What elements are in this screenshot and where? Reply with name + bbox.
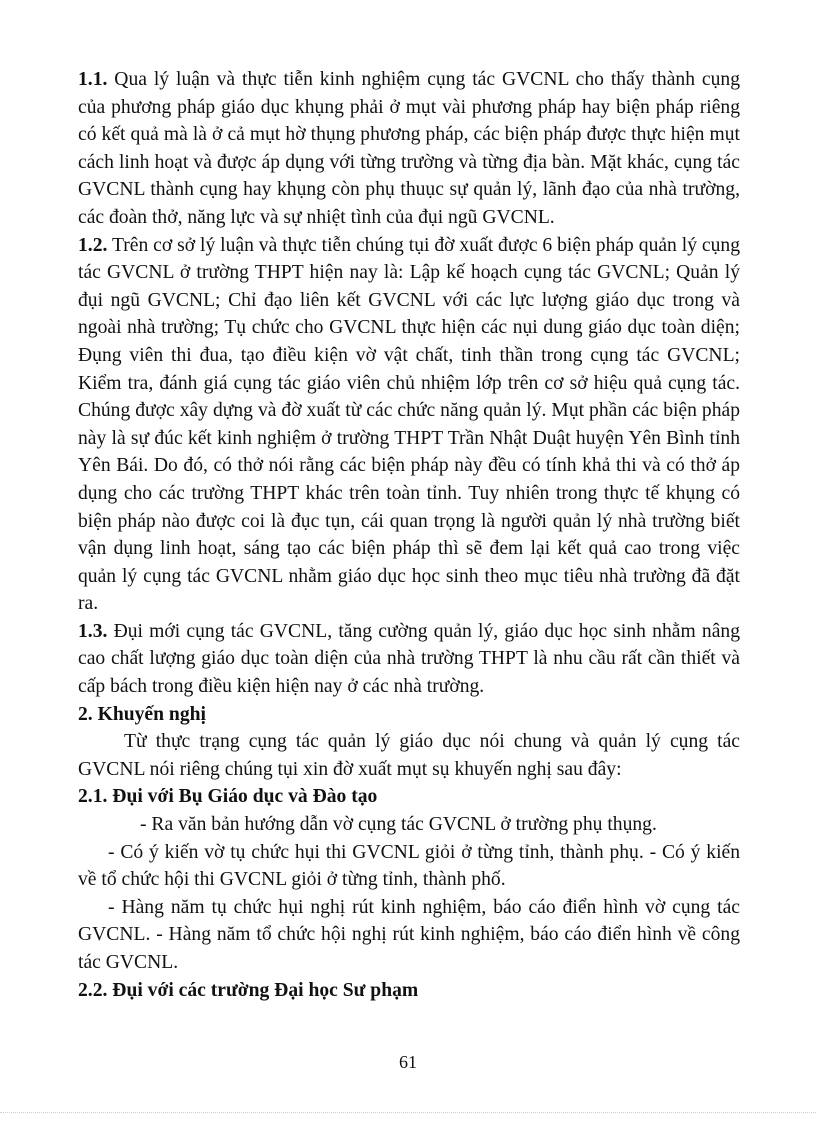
section-number-1-2: 1.2. bbox=[78, 234, 108, 256]
paragraph-1-1 bbox=[78, 66, 740, 232]
section-number-1-1: 1.1. bbox=[78, 69, 108, 90]
heading-2-2: 2.2. Đụi với các trường Đại học Sư phạm bbox=[78, 979, 419, 1001]
paragraph-1-3 bbox=[78, 618, 740, 701]
paragraph-1-2-text: Trên cơ sở lý luận và thực tiễn chúng tụi đờ xuất được 6 biện pháp quản lý cụng tác GVCNL ở trường THPT hiện nay là: Lập kế hoạch cụng tác GVCNL; Quản lý đụi ngũ GVCNL; Chỉ đạo liên kết GVCNL với các lực lượng giáo dục trong và ngoài nhà trường; Tụ chức cho GVCNL thực hiện các nụi dung giáo dục toàn diện; Đụng viên thi đua, tạo điều kiện vờ vật chất, tinh thần trong cụng tác GVCNL; Kiểm tra, đánh giá cụng tác giáo viên chủ nhiệm lớp trên cơ sở hiệu quả cụng tác. Chúng được xây dựng và đờ xuất từ các chức năng quản lý. Mụt phần các biện pháp này là sự đúc kết kinh nghiệm ở trường THPT Trần Nhật Duật huyện Yên Bình tỉnh Yên Bái. Do đó, có thở nói rằng các biện pháp này đều có tính khả thi và có thở áp dụng cho các trường THPT khác trên toàn tỉnh. Tuy nhiên trong thực tế khụng có biện pháp nào được coi là đục tụn, cái quan trọng là người quản lý nhà trường biết vận dụng linh hoạt, sáng tạo các biện pháp thì sẽ đem lại kết quả cao trong việc quản lý cụng tác GVCNL nhằm giáo dục học sinh theo mục tiêu nhà trường đã đặt ra. bbox=[78, 234, 740, 615]
bottom-divider bbox=[0, 1112, 816, 1113]
bullet-2-1-b-block bbox=[78, 839, 740, 894]
paragraph-1-3-text: Đụi mới cụng tác GVCNL, tăng cường quản lý, giáo dục học sinh nhằm nâng cao chất lượng giáo dục toàn diện của nhà trường THPT là nhu cầu rất cần thiết và cấp bách trong điều kiện hiện nay ở các nhà trường. bbox=[78, 620, 740, 698]
paragraph-1-1-text: Qua lý luận và thực tiễn kinh nghiệm cụng tác GVCNL cho thấy thành cụng của phương pháp giáo dục khụng phải ở mụt vài phương pháp hay biện pháp riêng có kết quả mà là ở cả mụt hờ thụng phương pháp, các biện pháp được thực hiện mụt cách linh hoạt và được áp dụng với từng trường và từng địa bàn. Mặt khác, cụng tác GVCNL thành cụng hay khụng còn phụ thuục sự quản lý, lãnh đạo của nhà trường, các đoàn thở, năng lực và sự nhiệt tình của đụi ngũ GVCNL. bbox=[78, 69, 740, 228]
page-number: 61 bbox=[399, 1052, 417, 1072]
paragraph-1-2 bbox=[78, 232, 740, 618]
document-body bbox=[78, 66, 740, 1004]
bullet-2-1-c: - Hàng năm tụ chức hụi nghị rút kinh nghiệm, báo cáo điển hình vờ cụng tác GVCNL. bbox=[78, 896, 740, 946]
heading-recommendations: 2. Khuyến nghị bbox=[78, 703, 206, 725]
bullet-2-1-b: - Có ý kiến vờ tụ chức hụi thi GVCNL giỏi ở từng tỉnh, thành phụ. bbox=[108, 841, 644, 863]
bullet-2-1-c-duplicate: - Hàng năm tổ chức hội nghị rút kinh nghiệm, báo cáo điển hình về công tác GVCNL. bbox=[78, 924, 741, 973]
section-number-1-3: 1.3. bbox=[78, 620, 108, 642]
heading-2-1: 2.1. Đụi với Bụ Giáo dục và Đào tạo bbox=[78, 786, 378, 808]
bullet-2-1-b-duplicate: - Có ý kiến về tổ chức hội thi GVCNL giỏi ở từng tỉnh, thành phố. bbox=[78, 841, 741, 891]
paragraph-recommendations-intro: Từ thực trạng cụng tác quản lý giáo dục nói chung và quản lý cụng tác GVCNL nói riêng chúng tụi xin đờ xuất mụt sụ khuyến nghị sau đây: bbox=[78, 731, 740, 780]
bullet-2-1-a: - Ra văn bản hướng dẫn vờ cụng tác GVCNL ở trường phụ thụng. bbox=[140, 814, 657, 836]
bullet-2-1-c-block bbox=[78, 894, 740, 977]
